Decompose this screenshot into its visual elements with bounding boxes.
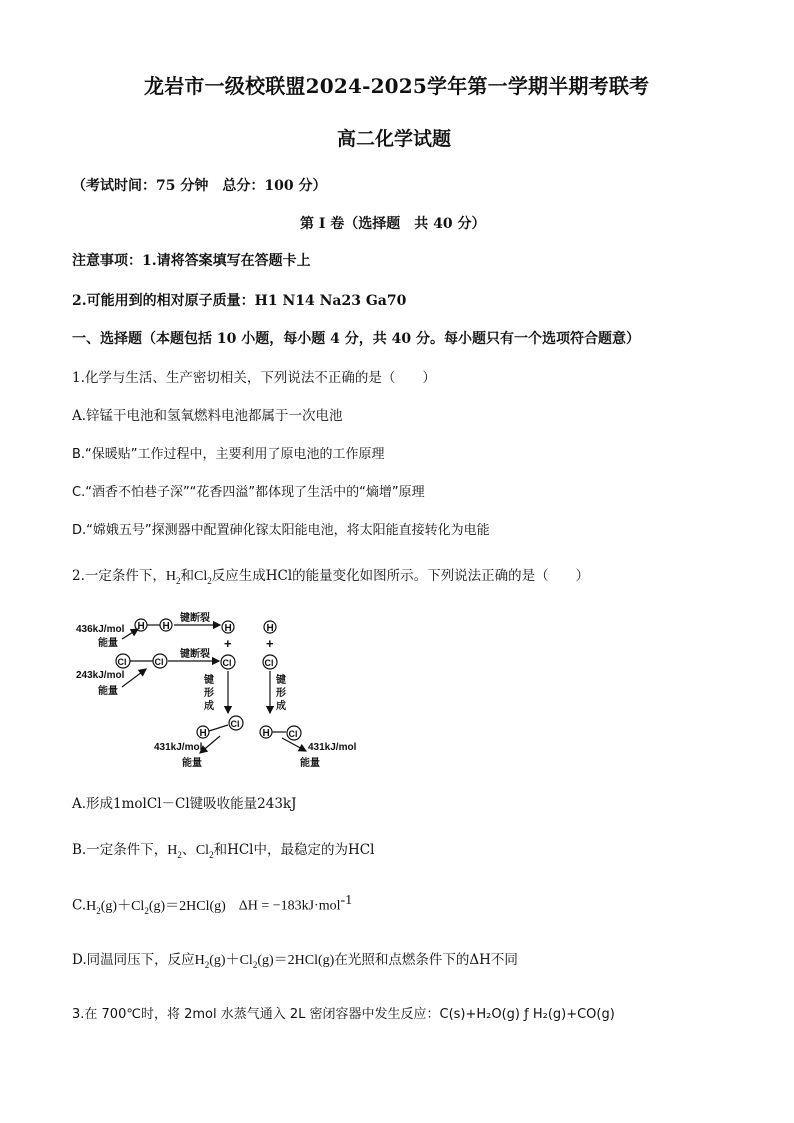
right-form-char: 键 [276,675,286,686]
h-energy-label: 436kJ/mol [76,624,125,635]
cl-atom-label: Cl [288,729,298,739]
cl-energy-word: 能量 [98,686,118,697]
cl-energy-arrow [122,669,146,687]
h-energy-word: 能量 [98,638,118,649]
h-break-label: 键断裂 [180,613,210,624]
q2-option-b-pre: B.一定条件下， [72,842,168,858]
q2-option-c: $C.H_2(g)+Cl_2(g)=2HCl(g)$ ΔH = −183kJ·mol$^{-1}$ [72,893,353,916]
q2-option-a: A.形成1molCl－Cl键吸收能量243kJ [72,796,297,812]
right-form-char: 成 [276,701,286,712]
left-form-char: 成 [204,701,214,712]
energy-diagram-svg [70,605,370,775]
hcl-left-energy-label: 431kJ/mol [154,742,203,753]
q2-stem-mid: 和 [180,568,195,584]
left-form-char: 键 [204,675,214,686]
q1-option-a: A.锌锰干电池和氢氧燃料电池都属于一次电池 [72,408,343,424]
cl-atom-label: Cl [230,719,240,729]
cl-atom-label: Cl [117,657,127,667]
energy-diagram [70,605,370,779]
h-atom-label: H [162,621,170,632]
part-title: 第 I 卷（选择题 共 40 分） [300,216,486,232]
cl-atom-label: Cl [154,657,164,667]
plus-sign: + [266,636,274,651]
hcl-right-energy-word: 能量 [300,758,320,769]
section-heading: 一、选择题（本题包括 10 小题，每小题 4 分，共 40 分。每小题只有一个选项符合题意） [72,331,640,347]
q2-option-d-pre: D.同温同压下，反应 [72,952,195,968]
q2-option-d: D.同温同压下，反应$H_2(g)+Cl_2(g)=2HCl(g)$在光照和点燃条件下的ΔH不同 [72,952,518,970]
left-form-char: 形 [204,688,214,699]
note-1: 注意事项：1.请将答案填写在答题卡上 [72,253,311,269]
h-atom-label: H [224,623,232,634]
cl-energy-label: 243kJ/mol [76,670,125,681]
h-cl-bond [209,725,228,731]
q2-stem: 2.一定条件下，$H_2$和$Cl_2$反应生成HCl的能量变化如图所示。下列说法正确的是（ ） [72,568,590,586]
q2-stem-pre: 2.一定条件下， [72,568,166,584]
cl-atom-label: Cl [264,658,274,668]
q1-option-c: C.“酒香不怕巷子深”“花香四溢”都体现了生活中的“熵增”原理 [72,485,425,500]
exam-info: （考试时间：75 分钟 总分：100 分） [72,178,327,194]
h-energy-arrow [122,629,138,639]
q2-stem-post: 反应生成HCl的能量变化如图所示。下列说法正确的是（ ） [211,568,590,584]
plus-sign: + [224,636,232,651]
hcl-left-energy-word: 能量 [182,758,202,769]
exam-subtitle: 高二化学试题 [337,128,452,150]
h-atom-label: H [137,621,145,632]
q1-stem: 1.化学与生活、生产密切相关，下列说法不正确的是（ ） [72,370,436,386]
cl-break-label: 键断裂 [180,649,210,660]
q1-option-b: B.“保暖贴”工作过程中，主要利用了原电池的工作原理 [72,447,385,462]
hcl-right-energy-label: 431kJ/mol [308,742,357,753]
q3-stem: 3.在 700℃时，将 2mol 水蒸气通入 2L 密闭容器中发生反应：C(s)+H₂O(g) ƒ H₂(g)+CO(g) [72,1007,615,1022]
right-form-char: 形 [276,688,286,699]
h-atom-label: H [262,728,270,739]
cl-atom-label: Cl [222,658,232,668]
h-atom-label: H [199,728,207,739]
q2-option-d-post: 在光照和点燃条件下的ΔH不同 [334,952,518,968]
q2-option-b-post: 和HCl中，最稳定的为HCl [213,842,375,858]
q2-option-b: B.一定条件下，$H_2$、$Cl_2$和HCl中，最稳定的为HCl [72,842,375,860]
note-2: 2.可能用到的相对原子质量：H1 N14 Na23 Ga70 [72,293,407,309]
h-atom-label: H [266,623,274,634]
exam-title: 龙岩市一级校联盟2024-2025学年第一学期半期考联考 [144,74,650,98]
q2-option-c-pre: C. [72,897,87,914]
q2-option-c-dh: ΔH = −183kJ·mol [238,898,341,914]
q1-option-d: D.“嫦娥五号”探测器中配置砷化镓太阳能电池，将太阳能直接转化为电能 [72,523,490,538]
